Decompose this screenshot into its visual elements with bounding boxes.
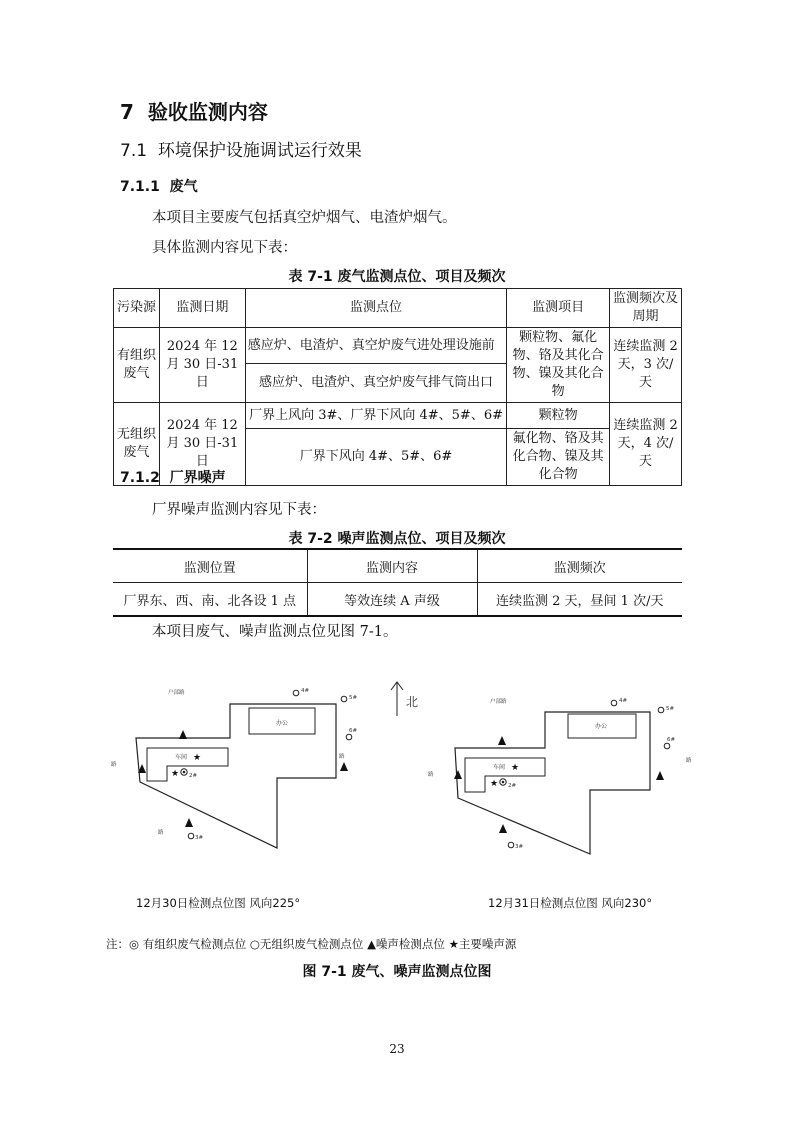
table1-cell: 颗粒物	[507, 403, 610, 429]
north-label: 北	[406, 695, 419, 709]
left-map-caption: 12月30日检测点位图 风向225°	[136, 896, 301, 910]
paragraph-noise-intro: 厂界噪声监测内容见下表：	[152, 502, 326, 518]
heading-7-1-1-number: 7.1.1	[120, 179, 160, 195]
left-office-label: 办公	[276, 720, 289, 727]
right-road-top-label: 户部路	[490, 699, 507, 705]
table1-cell: 2024 年 12 月 30 日-31 日	[159, 403, 245, 486]
table1-cell: 2024 年 12 月 30 日-31 日	[159, 328, 245, 403]
right-noise-point-icon	[656, 771, 664, 780]
table-row	[114, 328, 682, 364]
table1-cell: 厂界下风向 4#、5#、6#	[245, 429, 506, 486]
table2-cell: 等效连续 A 声级	[307, 583, 477, 616]
left-unorganized-point-icon	[346, 734, 352, 740]
right-map-caption: 12月31日检测点位图 风向230°	[488, 896, 653, 910]
heading-7-1-2	[120, 467, 226, 487]
unorganized-point-icon: ○	[249, 937, 260, 951]
section-number: 7	[120, 100, 134, 124]
right-office-label: 办公	[595, 723, 608, 730]
left-point-3-label: 3#	[195, 835, 204, 841]
right-point-5-label: 5#	[666, 706, 675, 712]
table-noise	[113, 550, 682, 615]
left-unorganized-point-icon	[188, 833, 194, 839]
table1-header: 监测点位	[245, 289, 506, 328]
legend-source: 主要噪声源	[458, 937, 517, 951]
right-noise-point-icon	[498, 736, 506, 745]
right-road-right-label: 路	[686, 758, 692, 764]
left-site-boundary	[136, 704, 336, 848]
noise-point-icon: ▲	[367, 937, 376, 951]
right-unorganized-point-icon	[611, 700, 617, 706]
left-road-left-label: 路	[111, 762, 117, 768]
table1-header: 监测项目	[507, 289, 610, 328]
table1-cell: 颗粒物、氟化物、铬及其化合物、镍及其化合物	[507, 328, 610, 403]
table1-cell: 氟化物、铬及其化合物、镍及其化合物	[507, 429, 610, 486]
right-point-4-label: 4#	[619, 698, 628, 704]
right-unorganized-point-icon	[508, 842, 514, 848]
table1-cell: 厂界上风向 3#、厂界下风向 4#、5#、6#	[245, 403, 506, 429]
subsection-heading	[120, 136, 362, 161]
table1-cell: 感应炉、电渣炉、真空炉废气排气筒出口	[245, 364, 506, 403]
right-noise-point-icon	[499, 824, 507, 833]
right-site-map	[428, 697, 692, 854]
right-workshop-label: 车间	[493, 764, 506, 771]
right-road-left-label: 路	[428, 772, 434, 778]
left-road-right-label: 路	[339, 754, 345, 760]
table1-cell: 感应炉、电渣炉、真空炉废气进处理设施前	[245, 328, 506, 364]
table1-header-row	[114, 289, 682, 328]
legend-noise: 噪声检测点位	[375, 937, 445, 951]
subsection-number: 7.1	[120, 141, 148, 161]
heading-7-1-2-title: 厂界噪声	[169, 470, 226, 486]
left-workshop-block	[147, 748, 228, 781]
table1-cell: 无组织废气	[114, 403, 160, 486]
right-unorganized-point-icon	[658, 707, 664, 713]
right-unorganized-point-icon	[664, 743, 670, 749]
table2-header: 监测频次	[477, 550, 682, 583]
right-site-boundary	[455, 712, 650, 854]
figure-legend	[106, 936, 516, 952]
left-noise-point-icon	[179, 730, 187, 739]
heading-7-1-1	[120, 176, 198, 196]
left-organized-point-icon	[183, 771, 186, 774]
monitoring-map-figure	[0, 670, 794, 920]
table-row	[114, 403, 682, 429]
left-point-5-label: 5#	[349, 695, 358, 701]
figure-caption: 图 7-1 废气、噪声监测点位图	[302, 964, 492, 980]
heading-7-1-1-title: 废气	[169, 179, 198, 195]
right-organized-point-icon	[502, 781, 505, 784]
legend-unorganized: 无组织废气检测点位	[259, 937, 364, 951]
legend-organized: 有组织废气检测点位	[142, 937, 247, 951]
left-road-top-label: 户部路	[168, 690, 185, 696]
right-point-2-label: 2#	[508, 783, 517, 789]
table1-header: 污染源	[114, 289, 160, 328]
right-point-6-label: 6#	[667, 737, 676, 743]
paragraph-figure-ref: 本项目废气、噪声监测点位见图 7-1。	[152, 624, 398, 640]
noise-source-icon: ★	[448, 937, 459, 951]
left-noise-point-icon	[185, 818, 193, 827]
section-heading	[120, 96, 268, 125]
right-noise-source-icon: ★	[490, 779, 499, 789]
right-noise-source-icon: ★	[511, 763, 520, 773]
table-row	[113, 583, 682, 616]
left-point-2-label: 2#	[189, 773, 198, 779]
paragraph-table-intro: 具体监测内容见下表：	[152, 240, 297, 256]
table1-cell: 连续监测 2 天，4 次/天	[610, 403, 682, 486]
right-point-3-label: 3#	[515, 844, 524, 850]
table1-cell: 有组织废气	[114, 328, 160, 403]
left-road-bottom-label: 路	[158, 830, 164, 836]
table1-cell: 连续监测 2 天，3 次/天	[610, 328, 682, 403]
page-number: 23	[389, 1042, 405, 1056]
table2-header: 监测位置	[113, 550, 307, 583]
north-arrow	[391, 682, 418, 716]
left-point-4-label: 4#	[301, 688, 310, 694]
left-unorganized-point-icon	[293, 690, 299, 696]
table2-header: 监测内容	[307, 550, 477, 583]
paragraph-main-exhaust: 本项目主要废气包括真空炉烟气、电渣炉烟气。	[152, 210, 457, 226]
table2-cell: 厂界东、西、南、北各设 1 点	[123, 593, 297, 609]
legend-prefix: 注：	[106, 937, 129, 951]
table2-caption: 表 7-2 噪声监测点位、项目及频次	[288, 531, 506, 547]
table1-header: 监测频次及周期	[610, 289, 682, 328]
left-workshop-label: 车间	[175, 754, 188, 761]
table1-caption: 表 7-1 废气监测点位、项目及频次	[288, 269, 506, 285]
right-noise-point-icon	[454, 770, 462, 779]
table1-header: 监测日期	[159, 289, 245, 328]
left-noise-source-icon: ★	[171, 769, 180, 779]
organized-point-icon: ◎	[129, 937, 140, 951]
left-noise-source-icon: ★	[193, 753, 202, 763]
table-exhaust	[113, 288, 682, 486]
section-title: 验收监测内容	[147, 100, 268, 124]
left-unorganized-point-icon	[341, 696, 347, 702]
table2-bottom-rule	[113, 615, 682, 617]
table2-cell: 连续监测 2 天，昼间 1 次/天	[477, 583, 682, 616]
subsection-title: 环境保护设施调试运行效果	[157, 141, 362, 161]
heading-7-1-2-number: 7.1.2	[120, 470, 160, 486]
table2-header-row	[113, 550, 682, 583]
left-noise-point-icon	[340, 762, 348, 771]
left-point-6-label: 6#	[349, 728, 358, 734]
left-site-map	[111, 688, 357, 848]
